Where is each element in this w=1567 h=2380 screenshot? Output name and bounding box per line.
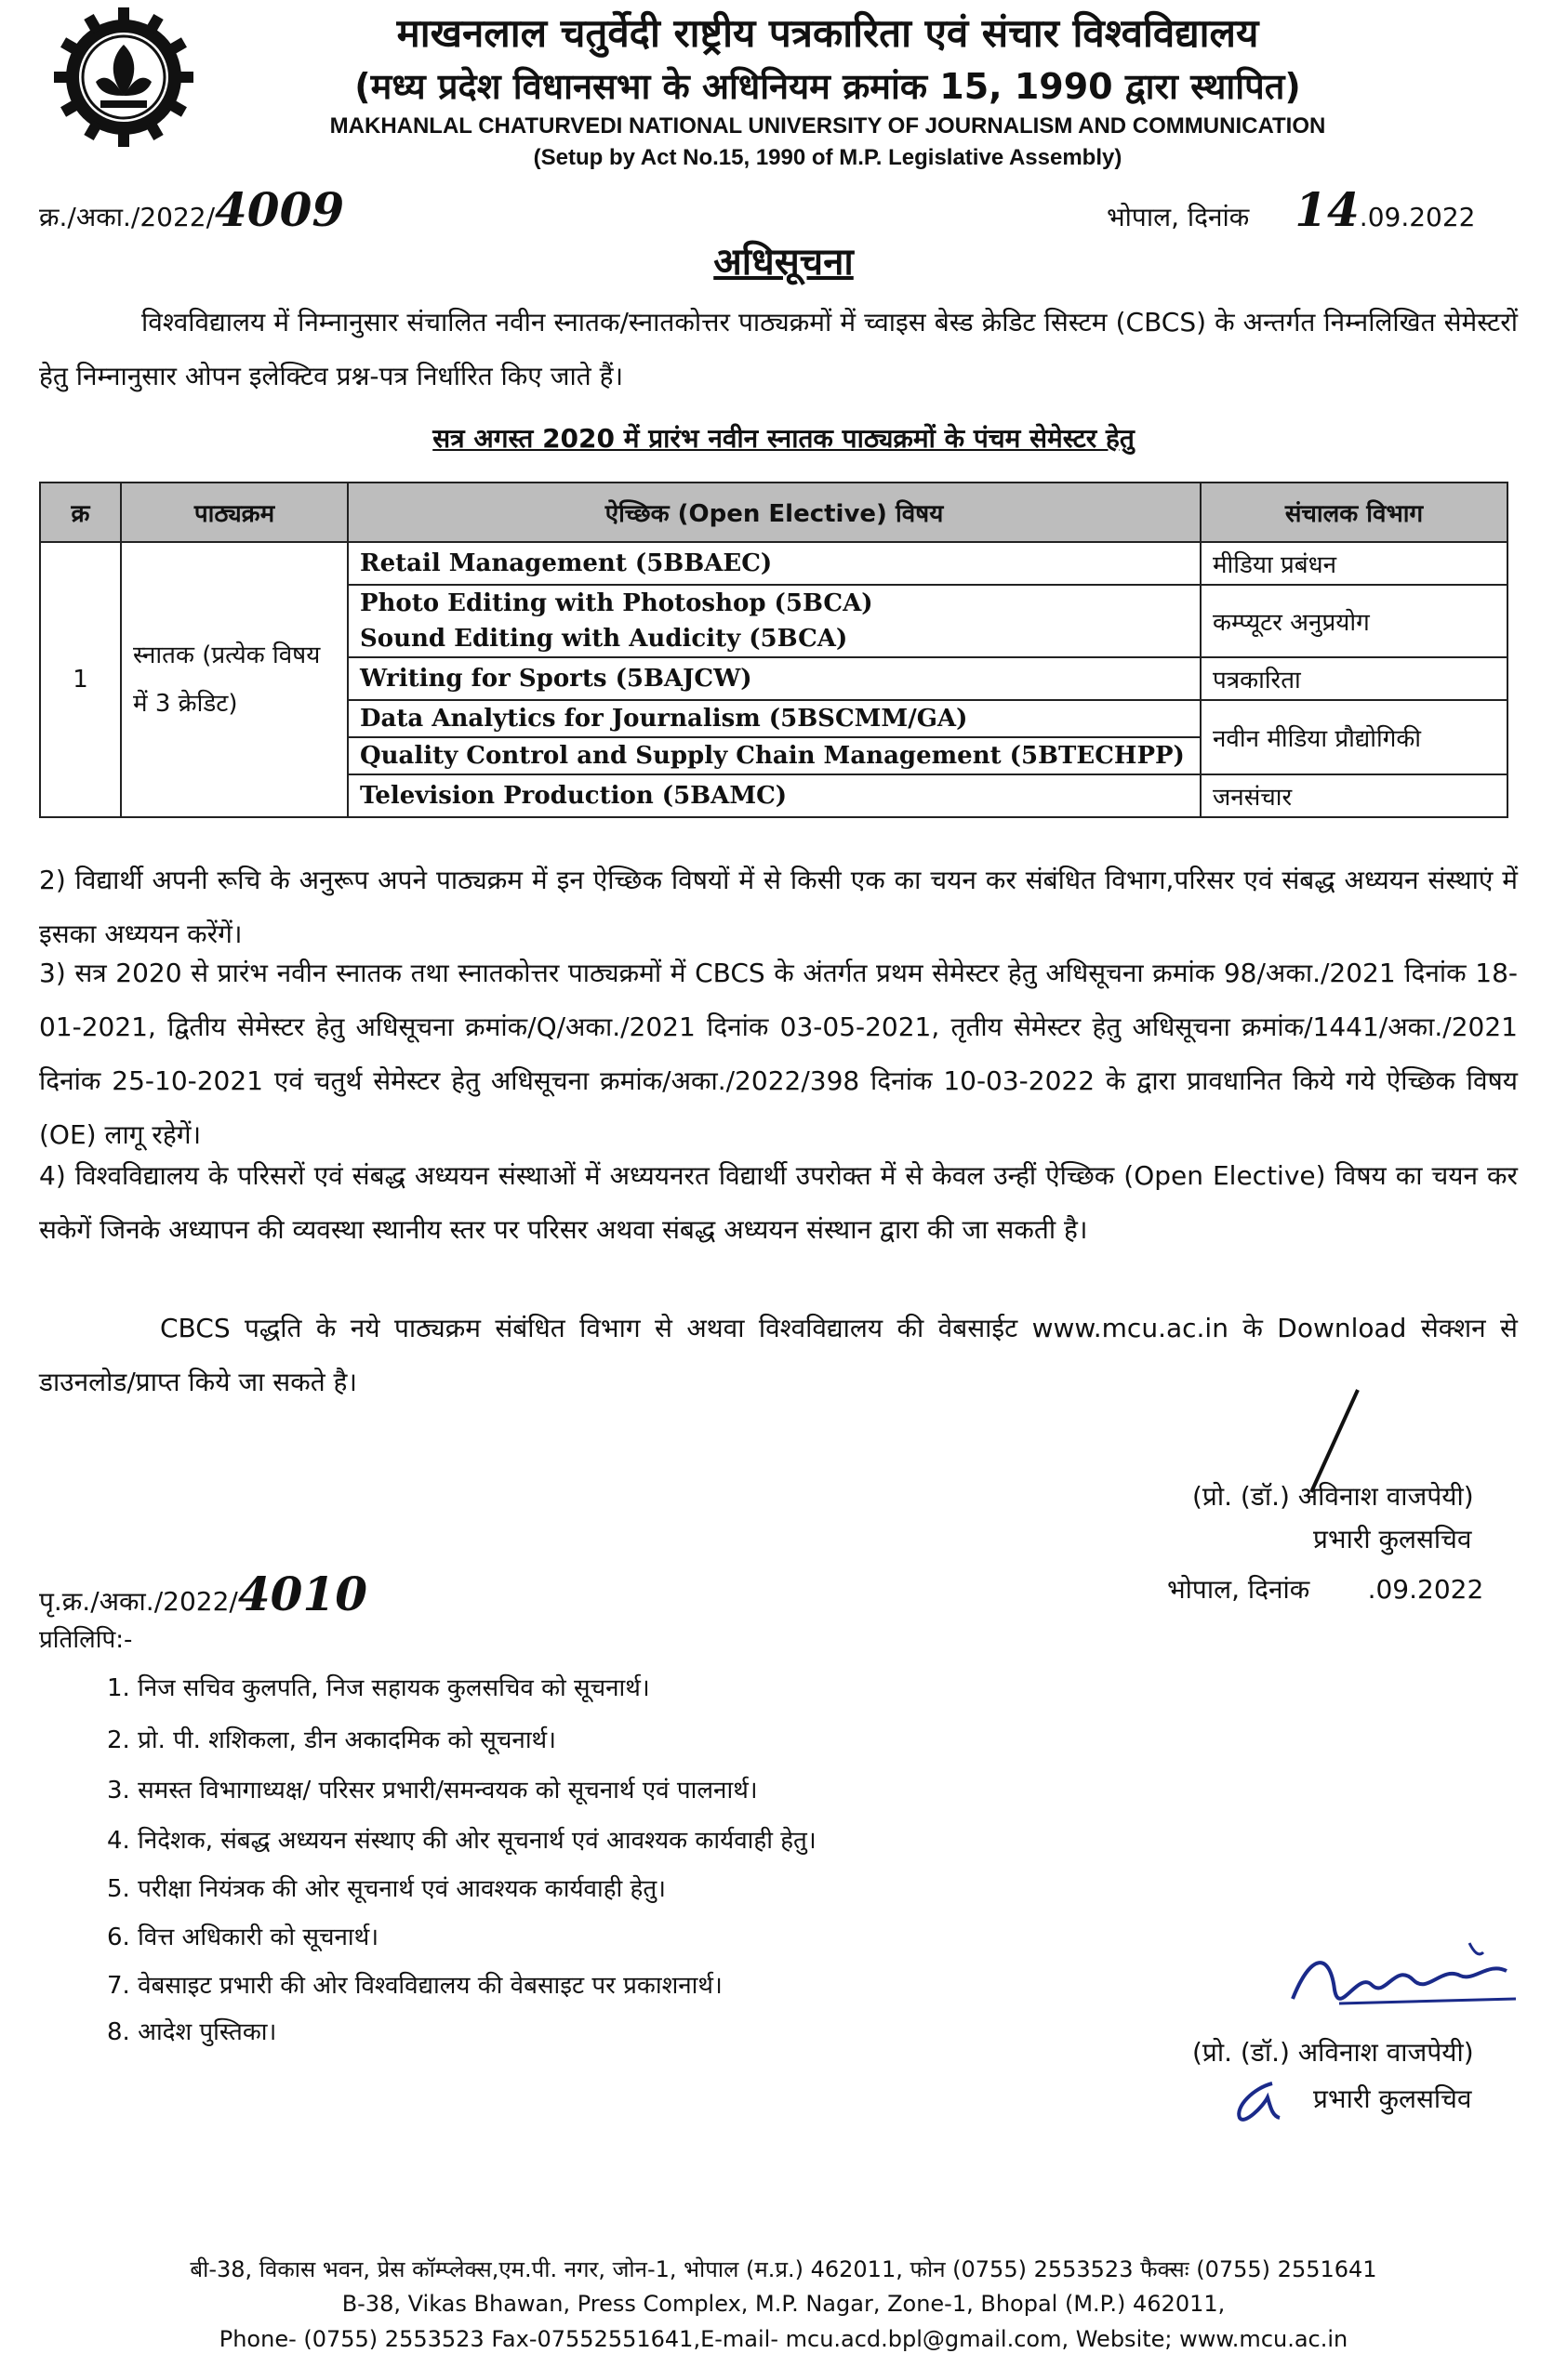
department-cell: जनसंचार [1201, 774, 1507, 817]
cc-item: 5. परीक्षा नियंत्रक की ओर सूचनार्थ एवं आवश्यक कार्यवाही हेतु। [107, 1875, 667, 1903]
paragraph-4: 4) विश्वविद्यालय के परिसरों एवं संबद्ध अध्ययन संस्थाओं में अध्ययनरत विद्यार्थी उपरोक्त में से केवल उन्हीं ऐच्छिक (Open Elective) विषय का चयन कर सकेगें जिनके अध्यापन की व्यवस्था स्थानीय स्तर पर परिसर अथवा संबद्ध अध्ययन संस्थान द्वारा की जा सकती है। [39, 1160, 1518, 1245]
header-department: संचालक विभाग [1201, 483, 1507, 542]
table-row [40, 542, 1507, 585]
footer-english-address: B-38, Vikas Bhawan, Press Complex, M.P. Nagar, Zone-1, Bhopal (M.P.) 462011, [341, 2291, 1226, 2317]
paragraph-2: 2) विद्यार्थी अपनी रूचि के अनुरूप अपने पाठ्यक्रम में इन ऐच्छिक विषयों में से किसी एक का चयन कर संबंधित विभाग,परिसर एवं संबद्ध अध्ययन संस्थाएं में इसका अध्ययन करेंगें। [39, 865, 1518, 949]
header-subject: ऐच्छिक (Open Elective) विषय [348, 483, 1201, 542]
date-rest: .09.2022 [1359, 202, 1476, 232]
university-logo-icon [54, 7, 193, 147]
semester-subheading: सत्र अगस्त 2020 में प्रारंभ नवीन स्नातक पाठ्यक्रमों के पंचम सेमेस्टर हेतु [432, 423, 1135, 454]
reference-number [39, 182, 344, 237]
subject-cell: Television Production (5BAMC) [348, 774, 1201, 817]
footer-contact: Phone- (0755) 2553523 Fax-07552551641,E-mail- mcu.acd.bpl@gmail.com, Website; www.mcu.ac.in [219, 2326, 1348, 2352]
department-cell: नवीन मीडिया प्रौद्योगिकी [1201, 700, 1507, 774]
endorsement-date: भोपाल, दिनांक .09.2022 [1167, 1574, 1484, 1605]
reference-prefix: क्र./अका./2022/ [39, 202, 216, 232]
paragraph-5: CBCS पद्धति के नये पाठ्यक्रम संबंधित विभाग से अथवा विश्वविद्यालय की वेबसाईट www.mcu.ac.in के Download सेक्शन से डाउनलोड/प्राप्त किये जा सकते है। [39, 1313, 1518, 1397]
endorsement-prefix: पृ.क्र./अका./2022/ [39, 1586, 238, 1617]
footer-hindi-address: बी-38, विकास भवन, प्रेस कॉम्प्लेक्स,एम.पी. नगर, जोन-1, भोपाल (म.प्र.) 462011, फोन (0755) 2553523 फैक्सः (0755) 2551641 [190, 2256, 1377, 2282]
intro-paragraph: विश्वविद्यालय में निम्नानुसार संचालित नवीन स्नातक/स्नातकोत्तर पाठ्यक्रमों में च्वाइस बेस्ड क्रेडिट सिस्टम (CBCS) के अन्तर्गत निम्नलिखित सेमेस्टरों हेतु निम्नानुसार ओपन इलेक्टिव प्रश्न-पत्र निर्धारित किए जाते हैं। [39, 307, 1518, 391]
paragraph-3: 3) सत्र 2020 से प्रारंभ नवीन स्नातक तथा स्नातकोत्तर पाठ्यक्रमों में CBCS के अंतर्गत प्रथम सेमेस्टर हेतु अधिसूचना क्रमांक 98/अका./2021 दिनांक 18-01-2021, द्वितीय सेमेस्टर हेतु अधिसूचना क्रमांक/Q/अका./2021 दिनांक 03-05-2021, तृतीय सेमेस्टर हेतु अधिसूचना क्रमांक/1441/अका./2021 दिनांक 25-10-2021 एवं चतुर्थ सेमेस्टर हेतु अधिसूचना क्रमांक/अका./2022/398 दिनांक 10-03-2022 के द्वारा प्रावधानित किये गये ऐच्छिक विषय (OE) लागू रहेगें। [39, 958, 1518, 1150]
subject-cell: Photo Editing with Photoshop (5BCA) [348, 585, 1201, 621]
cc-item: 6. वित्त अधिकारी को सूचनार्थ। [107, 1924, 379, 1951]
university-name-english: MAKHANLAL CHATURVEDI NATIONAL UNIVERSITY OF JOURNALISM AND COMMUNICATION [329, 113, 1326, 139]
cc-item: 7. वेबसाइट प्रभारी की ओर विश्वविद्यालय की वेबसाइट पर प्रकाशनार्थ। [107, 1972, 723, 2000]
date-handwritten-day: 14 [1295, 182, 1360, 237]
cc-label: प्रतिलिपि:- [39, 1626, 133, 1654]
cc-item: 3. समस्त विभागाध्यक्ष/ परिसर प्रभारी/समन्वयक को सूचनार्थ एवं पालनार्थ। [107, 1777, 758, 1805]
signatory-designation-1: प्रभारी कुलसचिव [1313, 1524, 1472, 1554]
notification-title: अधिसूचना [713, 241, 854, 284]
university-setup-english: (Setup by Act No.15, 1990 of M.P. Legislative Assembly) [533, 145, 1122, 170]
reference-date [1107, 182, 1475, 237]
open-elective-table [39, 482, 1508, 818]
header-course: पाठ्यक्रम [121, 483, 348, 542]
subject-cell: Retail Management (5BBAEC) [348, 542, 1201, 585]
signatory-designation-2: प्रभारी कुलसचिव [1313, 2083, 1472, 2114]
signatory-name-2: (प्रो. (डॉ.) अविनाश वाजपेयी) [1192, 2037, 1474, 2068]
university-setup-hindi: (मध्य प्रदेश विधानसभा के अधिनियम क्रमांक 15, 1990 द्वारा स्थापित) [354, 66, 1301, 107]
department-cell: पत्रकारिता [1201, 657, 1507, 700]
cc-item: 4. निदेशक, संबद्ध अध्ययन संस्थाए की ओर सूचनार्थ एवं आवश्यक कार्यवाही हेतु। [107, 1827, 817, 1855]
department-cell: कम्प्यूटर अनुप्रयोग [1201, 585, 1507, 657]
subject-cell: Quality Control and Supply Chain Management (5BTECHPP) [348, 737, 1201, 774]
date-prefix: भोपाल, दिनांक [1107, 202, 1250, 232]
cc-item: 1. निज सचिव कुलपति, निज सहायक कुलसचिव को सूचनार्थ। [107, 1674, 650, 1702]
cc-item: 8. आदेश पुस्तिका। [107, 2018, 277, 2046]
subject-cell: Sound Editing with Audicity (5BCA) [348, 621, 1201, 657]
endorsement-handwritten-number: 4010 [237, 1567, 367, 1621]
initial-mark-icon [1226, 2079, 1281, 2125]
university-name-hindi: माखनलाल चतुर्वेदी राष्ट्रीय पत्रकारिता एवं संचार विश्वविद्यालय [396, 10, 1259, 56]
header-serial: क्र [40, 483, 121, 542]
table-header-row [40, 483, 1507, 542]
serial-cell: 1 [40, 542, 121, 817]
course-cell: स्नातक (प्रत्येक विषय में 3 क्रेडिट) [121, 542, 348, 817]
cc-item: 2. प्रो. पी. शशिकला, डीन अकादमिक को सूचनार्थ। [107, 1726, 557, 1754]
subject-cell: Writing for Sports (5BAJCW) [348, 657, 1201, 700]
reference-handwritten-number: 4009 [215, 182, 345, 237]
subject-cell: Data Analytics for Journalism (5BSCMM/GA) [348, 700, 1201, 737]
handwritten-signature-icon [1283, 1934, 1525, 2036]
endorsement-reference [39, 1567, 367, 1621]
signatory-name-1: (प्रो. (डॉ.) अविनाश वाजपेयी) [1192, 1481, 1474, 1512]
department-cell: मीडिया प्रबंधन [1201, 542, 1507, 585]
